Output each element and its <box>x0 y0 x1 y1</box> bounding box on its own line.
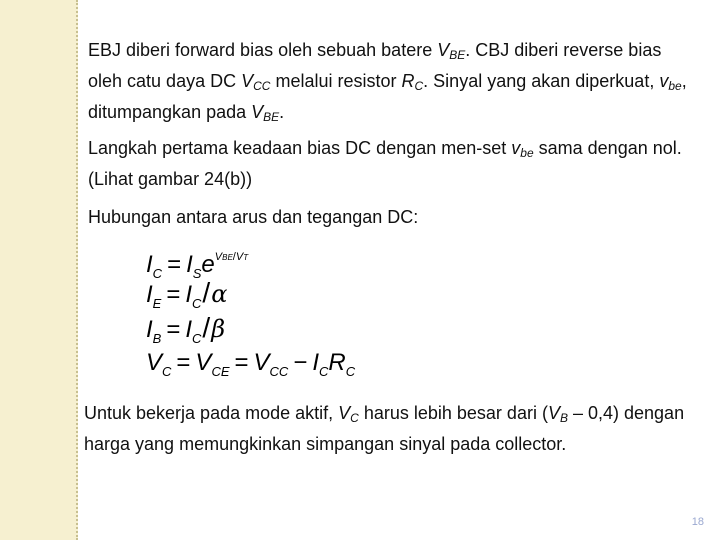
equation-ib: $I_B = I_C/\beta$ <box>146 312 226 346</box>
equation-ic: $I_C = I_Se^{VBE/VT}$ <box>146 251 249 281</box>
equation-ie: $I_E = I_C/\alpha$ <box>146 277 228 311</box>
page-number: 18 <box>691 516 704 528</box>
side-bar <box>0 0 78 540</box>
paragraph-dc-relations-heading: Hubungan antara arus dan tegangan DC: <box>88 207 419 227</box>
paragraph-dc-bias-step: Langkah pertama keadaan bias DC dengan men-set $v_{be}$ sama dengan nol. (Lihat gambar 24(b)) <box>88 138 682 189</box>
slide-content <box>78 0 720 540</box>
equation-vc: $V_C = V_{CE} = V_{CC} - I_CR_C$ <box>146 349 356 379</box>
paragraph-active-mode: Untuk bekerja pada mode aktif, $V_C$ harus lebih besar dari $(V_B - 0,4)$ dengan harga yang memungkinkan simpangan sinyal pada collector. <box>84 403 685 454</box>
equation-block <box>146 240 406 380</box>
paragraph-ebj-bias: EBJ diberi forward bias oleh sebuah batere $V_{BE}$. CBJ diberi reverse bias oleh catu daya DC $V_{CC}$ melalui resistor $R_C$. Sinyal yang akan diperkuat, $v_{be}$, ditumpangkan pada $V_{BE}$. <box>88 40 687 124</box>
